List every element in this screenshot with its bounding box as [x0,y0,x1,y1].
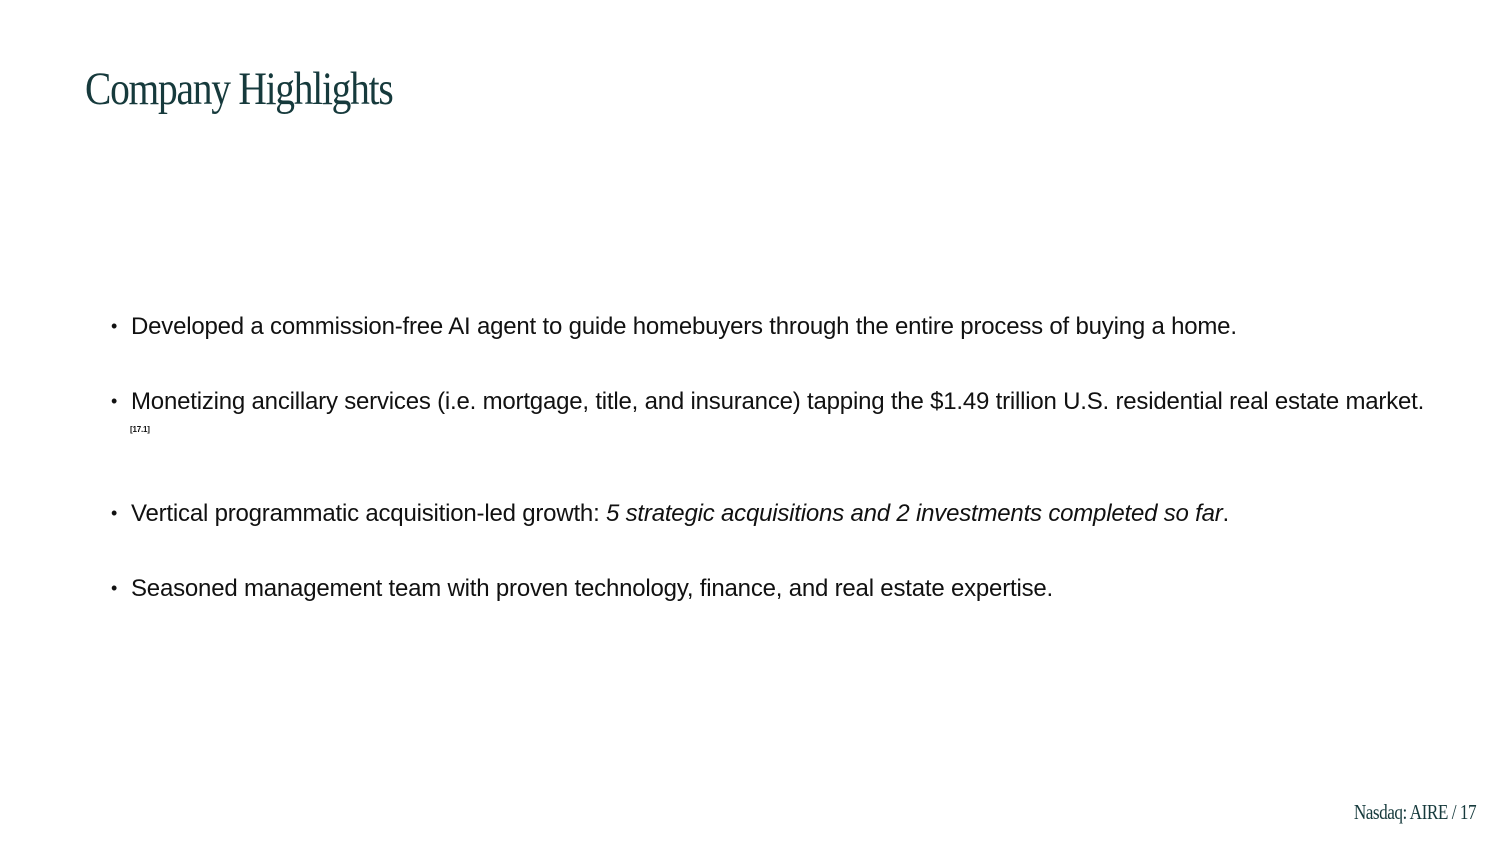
slide-footer [1354,800,1476,825]
highlight-item-acquisitions [108,495,1438,532]
bullet-dot-icon: • [110,578,118,598]
highlight-text: Monetizing ancillary services (i.e. mortgage, title, and insurance) tapping the $1.49 trillion U.S. residential real estate market. [131,388,1425,415]
highlight-text: Developed a commission-free AI agent to guide homebuyers through the entire process of buying a home. [131,313,1237,340]
slide-title: Company Highlights [85,63,393,115]
bullet-dot-icon: • [110,503,118,523]
citation-marker: [17.1] [130,425,150,434]
bullet-dot-icon: • [110,316,118,336]
bullet-dot-icon: • [110,391,118,411]
highlight-emphasis: 5 strategic acquisitions and 2 investments completed so far [606,500,1223,527]
highlight-text: Vertical programmatic acquisition-led growth: [131,500,607,527]
highlight-item-ai-agent [108,308,1438,345]
highlight-text: Seasoned management team with proven technology, finance, and real estate expertise. [131,575,1054,602]
footer-separator: / [1451,800,1456,824]
highlights-list [108,308,1438,607]
highlight-item-management-team [108,570,1438,607]
page-number: 17 [1459,800,1476,824]
highlight-item-ancillary-services [108,383,1438,457]
ticker-label: Nasdaq: AIRE [1353,800,1448,824]
highlight-suffix: . [1222,500,1230,527]
